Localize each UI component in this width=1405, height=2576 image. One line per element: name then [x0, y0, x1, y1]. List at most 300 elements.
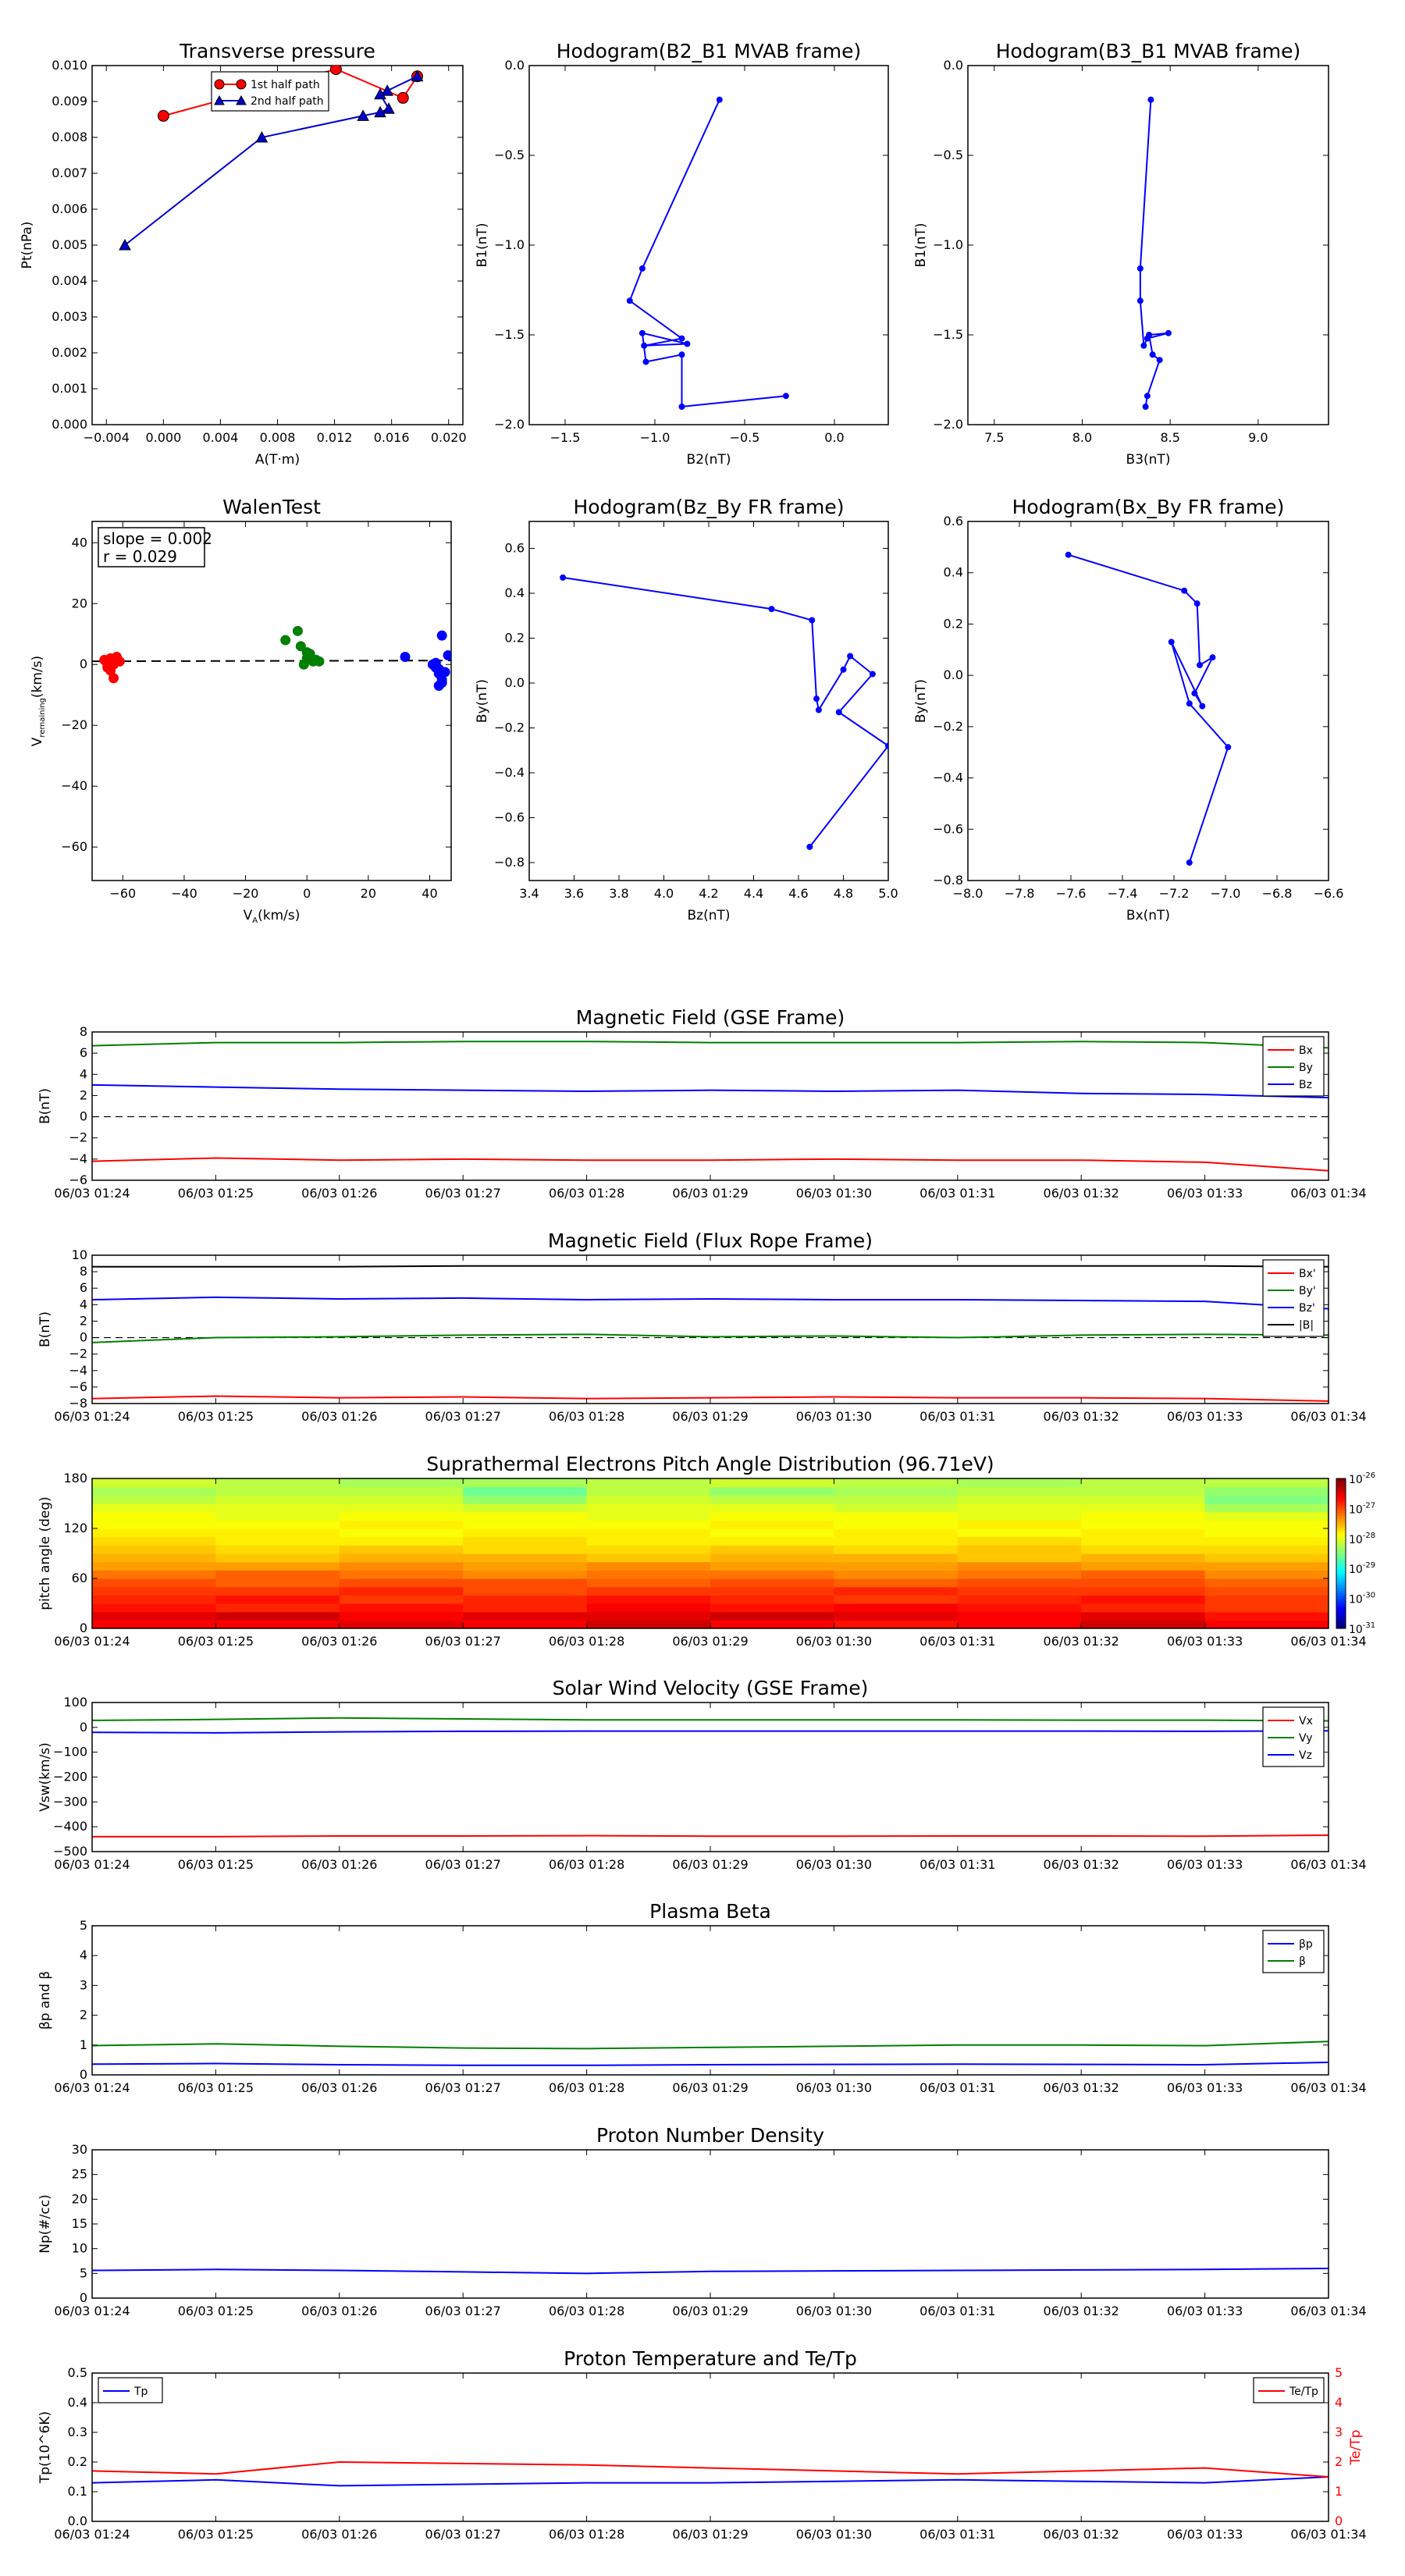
pt-ytick-label: 0.006 [52, 201, 87, 216]
pt-ytick-label: 0.003 [52, 309, 87, 324]
pt-legend [212, 72, 329, 111]
pad-cell [1081, 1545, 1205, 1553]
pad-cell [463, 1587, 587, 1596]
vsw-series-line-2 [92, 1731, 1329, 1733]
pad-cell [215, 1545, 340, 1553]
pad-cell [834, 1620, 958, 1628]
pad-colorbar-label [1349, 1532, 1375, 1546]
pt-axes [20, 40, 467, 468]
pad-cell [215, 1603, 340, 1612]
pt-ytick-label: 0.005 [52, 237, 87, 252]
vsw-panel [37, 1677, 1367, 1872]
pad-cell [834, 1528, 958, 1537]
pad-xtick-label: 06/03 01:27 [425, 1634, 501, 1649]
pad-cell [215, 1578, 340, 1587]
colorbar-exponent: -27 [1362, 1501, 1376, 1510]
pad-colorbar-label [1349, 1501, 1375, 1516]
hodo3-xlabel: Bz(nT) [687, 908, 731, 923]
mag_fr-ytick-label: −8 [69, 1396, 87, 1411]
walen-ytick-label: −40 [61, 778, 87, 794]
vsw-ytick-label: −500 [53, 1844, 87, 1859]
pad-cell [1081, 1495, 1205, 1503]
pt-xtick-label: −0.004 [83, 430, 130, 445]
tp-left-legend-label: Tp [134, 2386, 148, 2398]
pad-cell [1081, 1578, 1205, 1587]
pad-cell [1205, 1612, 1329, 1621]
hodo1-xlabel: B2(nT) [686, 452, 731, 468]
walen-ytick-label: −20 [61, 717, 87, 733]
hodo1-point-s0 [643, 359, 649, 365]
colorbar-base: 10 [1349, 1624, 1363, 1636]
xlabel-unit: (km/s) [258, 908, 301, 923]
tp-xtick-label: 06/03 01:27 [425, 2527, 501, 2542]
hodo3-xtick-label: 3.4 [519, 886, 539, 901]
hodo3-xtick-label: 4.6 [788, 886, 809, 901]
hodo4-xtick-label: −7.2 [1158, 886, 1190, 901]
mag_fr-panel [37, 1229, 1367, 1424]
pad-cell [215, 1520, 340, 1528]
pad-colorbar-label [1349, 1561, 1375, 1576]
beta-series-line-0 [92, 2062, 1329, 2065]
mag_gse-xtick-label: 06/03 01:30 [795, 1186, 873, 1201]
hodo2-xtick-label: 9.0 [1248, 430, 1268, 445]
hodo2-title: Hodogram(B3_B1 MVAB frame) [995, 40, 1301, 62]
hodo3-ytick-label: 0.2 [504, 630, 525, 646]
vsw-xtick-label: 06/03 01:28 [548, 1857, 625, 1872]
pad-cell [463, 1512, 587, 1521]
pad-cell [340, 1512, 464, 1521]
tp-plot-area [92, 2462, 1329, 2485]
hodo1-point-s0 [783, 393, 788, 399]
pad-cell [92, 1478, 216, 1487]
walen-point-s1 [315, 656, 324, 666]
pad-cell [587, 1553, 711, 1562]
hodo3-axes [475, 496, 898, 923]
walen-xtick-label: −40 [171, 886, 197, 901]
hodo2-ytick-label: −0.5 [933, 148, 963, 162]
hodo1-frame [529, 66, 888, 425]
pad-cell [340, 1620, 464, 1628]
pt-xtick-label: 0.008 [259, 430, 296, 445]
pad-cell [1205, 1562, 1329, 1571]
hodo3-point-s0 [807, 844, 813, 849]
beta-xtick-label: 06/03 01:33 [1166, 2080, 1243, 2095]
np-xtick-label: 06/03 01:32 [1043, 2304, 1119, 2318]
hodo1-ytick-label: 0.0 [504, 58, 525, 73]
pad-cell [92, 1553, 216, 1562]
pad-cell [340, 1487, 464, 1496]
vsw-xtick-label: 06/03 01:25 [177, 1857, 254, 1872]
beta-xtick-label: 06/03 01:34 [1290, 2080, 1367, 2095]
vsw-ytick-label: −100 [53, 1744, 87, 1759]
walen-ytick-label: 40 [71, 535, 87, 550]
hodo4-ytick-label: 0.2 [943, 616, 963, 632]
mag_gse-ytick-label: 2 [79, 1087, 87, 1103]
hodo4-point-s0 [1194, 601, 1200, 607]
mag_gse-xtick-label: 06/03 01:33 [1166, 1186, 1243, 1201]
pad-cell [1205, 1545, 1329, 1553]
mag_gse-xtick-label: 06/03 01:27 [425, 1186, 501, 1201]
vsw-xtick-label: 06/03 01:27 [425, 1857, 501, 1872]
hodo3-point-s0 [886, 743, 891, 749]
mag_fr-ytick-label: 6 [79, 1280, 87, 1296]
hodo3-point-s0 [769, 607, 774, 612]
hodo4-xtick-label: −7.6 [1055, 886, 1087, 901]
hodo1-ylabel: B1(nT) [475, 222, 490, 268]
tp-ylabel: Tp(10^6K) [37, 2411, 53, 2484]
hodo3-ytick-label: −0.6 [494, 809, 525, 825]
pad-cell [1205, 1520, 1329, 1528]
np-ytick-label: 20 [71, 2191, 87, 2207]
mag_fr-plot-area [92, 1266, 1329, 1401]
pad-cell [710, 1612, 834, 1621]
pad-cell [1081, 1562, 1205, 1571]
mag_fr-ytick-label: 4 [79, 1297, 87, 1312]
hodo4-ylabel: By(nT) [913, 678, 929, 724]
pad-cell [215, 1503, 340, 1512]
pad-cell [92, 1545, 216, 1553]
pad-cell [710, 1570, 834, 1578]
hodo1-point-s0 [639, 330, 645, 336]
hodo3-ytick-label: 0.6 [504, 540, 525, 556]
pt-point-s0 [158, 110, 169, 121]
hodo2-series-line-0 [1140, 100, 1168, 407]
hodo1-ytick-label: −0.5 [494, 148, 525, 162]
mag_gse-xtick-label: 06/03 01:29 [672, 1186, 749, 1201]
hodo3-plot-area [560, 575, 891, 849]
pad-cell [834, 1537, 958, 1546]
pad-cell [215, 1478, 340, 1487]
pad-cell [834, 1587, 958, 1596]
hodo1-ytick-label: −1.0 [494, 237, 525, 252]
pt-ytick-label: 0.002 [52, 345, 87, 360]
hodo4-xtick-label: −7.0 [1210, 886, 1241, 901]
np-ytick-label: 10 [71, 2240, 87, 2256]
mag_gse-ylabel: B(nT) [37, 1087, 53, 1125]
pad-cell [1081, 1612, 1205, 1621]
hodo4-point-s0 [1168, 639, 1174, 645]
beta-ylabel: βp and β [37, 1970, 53, 2030]
hodo3-ytick-label: −0.4 [494, 765, 525, 780]
pad-cell [587, 1578, 711, 1587]
pad-cell [834, 1595, 958, 1603]
hodo3-title: Hodogram(Bz_By FR frame) [573, 496, 845, 518]
beta-legend-box [1263, 1930, 1324, 1973]
vsw-xtick-label: 06/03 01:31 [919, 1857, 996, 1872]
walen-xtick-label: 40 [422, 886, 438, 901]
pad-cell [587, 1520, 711, 1528]
mag_gse-legend [1263, 1037, 1324, 1096]
walen-point-s2 [434, 664, 443, 674]
hodo2-plot-area [1137, 97, 1171, 409]
beta-xtick-label: 06/03 01:25 [177, 2080, 254, 2095]
tp-ytick-label: 0.2 [67, 2454, 87, 2469]
hodo4-title: Hodogram(Bx_By FR frame) [1012, 496, 1285, 518]
pad-cell [463, 1578, 587, 1587]
pad-cell [92, 1512, 216, 1521]
pt-ytick-label: 0.010 [52, 58, 87, 73]
tp-left-legend [98, 2378, 162, 2403]
beta-ytick-label: 1 [79, 2037, 87, 2052]
pad-cell [1081, 1487, 1205, 1496]
mag_fr-legend [1263, 1260, 1324, 1336]
tp-ytick-right-label: 3 [1335, 2425, 1343, 2439]
pad-cell [587, 1620, 711, 1628]
hodo2-point-s0 [1157, 358, 1162, 363]
pad-cell [958, 1528, 1082, 1537]
pad-cell [92, 1537, 216, 1546]
pad-cell [1205, 1503, 1329, 1512]
mag_gse-legend-label: Bx [1299, 1044, 1313, 1057]
hodo1-ytick-label: −2.0 [494, 417, 525, 432]
pt-title: Transverse pressure [180, 40, 375, 62]
pad-cell [834, 1520, 958, 1528]
np-ytick-label: 25 [71, 2166, 87, 2182]
hodo1-xtick-label: −1.0 [639, 430, 670, 445]
pad-cell [834, 1487, 958, 1496]
pad-cell [1081, 1478, 1205, 1487]
pad-cell [1081, 1553, 1205, 1562]
pad-cell [710, 1553, 834, 1562]
hodo2-ytick-label: −1.5 [933, 327, 963, 342]
np-panel [37, 2124, 1367, 2318]
pad-cell [958, 1587, 1082, 1596]
beta-xtick-label: 06/03 01:26 [301, 2080, 378, 2095]
walen-r-text: r = 0.029 [103, 547, 177, 566]
hodo4-xlabel: Bx(nT) [1126, 908, 1171, 923]
hodo2-point-s0 [1150, 352, 1155, 358]
hodo4-frame [968, 521, 1329, 881]
colorbar-base: 10 [1349, 1533, 1363, 1546]
hodo3-ytick-label: 0.4 [504, 585, 525, 600]
walen-xtick-label: 0 [303, 886, 311, 901]
walen-point-s2 [437, 678, 446, 688]
vsw-legend-label: Vx [1299, 1715, 1313, 1727]
hodo3-point-s0 [816, 707, 821, 713]
tp-panel [37, 2347, 1367, 2542]
hodo2-xtick-label: 8.5 [1160, 430, 1180, 445]
pad-cell [463, 1528, 587, 1537]
hodo2-point-s0 [1137, 298, 1143, 304]
pad-cell [587, 1595, 711, 1603]
pt-legend-marker [215, 80, 224, 89]
pt-xtick-label: 0.000 [145, 430, 182, 445]
hodo1-title: Hodogram(B2_B1 MVAB frame) [556, 40, 862, 62]
hodo4-xtick-label: −8.0 [952, 886, 984, 901]
hodo2-ylabel: B1(nT) [913, 222, 929, 268]
mag_gse-xtick-label: 06/03 01:32 [1043, 1186, 1119, 1201]
vsw-series-line-1 [92, 1718, 1329, 1721]
np-xtick-label: 06/03 01:27 [425, 2304, 501, 2318]
vsw-ytick-label: −400 [53, 1819, 87, 1834]
pad-cell [92, 1620, 216, 1628]
pad-cell [1205, 1578, 1329, 1587]
pad-cell [834, 1578, 958, 1587]
pt-xtick-label: 0.016 [373, 430, 410, 445]
pt-ytick-label: 0.000 [52, 417, 87, 432]
vsw-frame [92, 1703, 1329, 1852]
pad-cell [587, 1570, 711, 1578]
hodo1-point-s0 [679, 336, 685, 341]
pad-cell [958, 1595, 1082, 1603]
np-ytick-label: 0 [79, 2290, 87, 2305]
tp-ytick-right-label: 1 [1335, 2484, 1343, 2499]
pad-cell [958, 1478, 1082, 1487]
pad-ytick-label: 120 [63, 1521, 87, 1535]
hodo4-point-s0 [1186, 701, 1192, 706]
tp-xtick-label: 06/03 01:29 [672, 2527, 749, 2542]
pad-cell [587, 1528, 711, 1537]
hodo2-ytick-label: 0.0 [943, 58, 963, 73]
pad-cell [587, 1545, 711, 1553]
colorbar-base: 10 [1349, 1474, 1363, 1486]
pt-point-s1 [383, 103, 394, 113]
ylabel-sub: remaining [38, 698, 47, 738]
hodo1-point-s0 [679, 352, 685, 358]
pad-cell [710, 1495, 834, 1503]
pad-cell [340, 1495, 464, 1503]
hodo2-point-s0 [1147, 333, 1152, 338]
pad-cell [710, 1503, 834, 1512]
tp-ytick-right-label: 5 [1335, 2365, 1343, 2380]
pad-cell [1081, 1587, 1205, 1596]
tp-xtick-label: 06/03 01:31 [919, 2527, 996, 2542]
hodo4-series-line-0 [1069, 555, 1229, 863]
xlabel-base: V [243, 908, 253, 923]
hodo3-xtick-label: 3.8 [609, 886, 629, 901]
pad-cell [710, 1512, 834, 1521]
pad-cell [463, 1620, 587, 1628]
beta-xtick-label: 06/03 01:32 [1043, 2080, 1119, 2095]
pad-cell [710, 1603, 834, 1612]
hodo2-point-s0 [1144, 393, 1150, 399]
pad-cell [215, 1620, 340, 1628]
pad-cell [463, 1520, 587, 1528]
mag_gse-series-line-2 [92, 1085, 1329, 1098]
pad-cell [92, 1503, 216, 1512]
hodo1-xtick-label: 0.0 [824, 430, 845, 445]
vsw-title: Solar Wind Velocity (GSE Frame) [552, 1677, 869, 1699]
pad-cell [92, 1578, 216, 1587]
walen-annotation [98, 528, 212, 567]
pad-cell [834, 1570, 958, 1578]
mag_gse-xtick-label: 06/03 01:26 [301, 1186, 378, 1201]
pad-cell [710, 1545, 834, 1553]
colorbar-exponent: -30 [1362, 1591, 1376, 1600]
hodo1-axes [475, 40, 888, 468]
walen-xlabel [244, 908, 301, 925]
hodo4-axes [913, 496, 1343, 923]
pad-cell [587, 1537, 711, 1546]
mag_fr-xtick-label: 06/03 01:30 [795, 1409, 873, 1424]
pad-cell [1205, 1487, 1329, 1496]
np-xtick-label: 06/03 01:29 [672, 2304, 749, 2318]
ylabel-unit: (km/s) [30, 655, 45, 699]
pad-cell [1205, 1570, 1329, 1578]
pad-cell [340, 1587, 464, 1596]
mag_fr-xtick-label: 06/03 01:31 [919, 1409, 996, 1424]
pad-ytick-label: 0 [79, 1621, 87, 1635]
np-xtick-label: 06/03 01:26 [301, 2304, 378, 2318]
pad-cell [587, 1562, 711, 1571]
mag_gse-xtick-label: 06/03 01:25 [177, 1186, 254, 1201]
pad-cell [463, 1503, 587, 1512]
vsw-series-line-0 [92, 1835, 1329, 1837]
pad-cell [1205, 1620, 1329, 1628]
pad-xtick-label: 06/03 01:30 [795, 1634, 873, 1649]
pad-cell [834, 1603, 958, 1612]
hodo3-xtick-label: 5.0 [878, 886, 898, 901]
mag_fr-ytick-label: 10 [71, 1247, 87, 1262]
pt-ytick-label: 0.009 [52, 94, 87, 109]
hodo3-point-s0 [836, 710, 841, 715]
pad-cell [587, 1612, 711, 1621]
pad-cell [1205, 1595, 1329, 1603]
pad-cell [215, 1495, 340, 1503]
walen-slope-text: slope = 0.002 [103, 529, 212, 548]
mag_fr-ytick-label: −6 [69, 1379, 87, 1394]
hodo4-xtick-label: −6.8 [1261, 886, 1293, 901]
np-frame [92, 2150, 1329, 2298]
walen-point-s2 [400, 652, 410, 661]
pad-cell [587, 1503, 711, 1512]
ylabel-base: V [30, 737, 45, 747]
hodo3-xtick-label: 4.4 [743, 886, 764, 901]
tp-ytick-label: 0.5 [67, 2365, 87, 2380]
colorbar-exponent: -26 [1362, 1471, 1376, 1480]
tp-right-legend-label: Te/Tp [1289, 2386, 1318, 2398]
hodo1-xtick-label: −0.5 [729, 430, 760, 445]
beta-title: Plasma Beta [649, 1900, 771, 1923]
pad-cell [92, 1612, 216, 1621]
vsw-ytick-label: −200 [53, 1769, 87, 1784]
hodo3-point-s0 [841, 667, 846, 672]
np-plot-area [92, 2268, 1329, 2273]
hodo3-ytick-label: 0.0 [504, 675, 525, 690]
tp-xtick-label: 06/03 01:24 [54, 2527, 130, 2542]
colorbar-base: 10 [1349, 1564, 1363, 1577]
tp-xtick-label: 06/03 01:33 [1166, 2527, 1243, 2542]
pad-cell [834, 1545, 958, 1553]
vsw-ytick-label: 0 [79, 1719, 87, 1735]
beta-plot-area [92, 2041, 1329, 2065]
pad-cell [834, 1512, 958, 1521]
pad-cell [710, 1478, 834, 1487]
hodo4-xtick-label: −7.8 [1004, 886, 1035, 901]
pad-cell [710, 1578, 834, 1587]
pad-cell [215, 1487, 340, 1496]
np-title: Proton Number Density [596, 2124, 824, 2147]
beta-legend [1263, 1930, 1324, 1973]
pad-cell [215, 1595, 340, 1603]
mag_gse-xtick-label: 06/03 01:28 [548, 1186, 625, 1201]
pad-cell [958, 1545, 1082, 1553]
beta-xtick-label: 06/03 01:28 [548, 2080, 625, 2095]
pad-cell [1205, 1478, 1329, 1487]
colorbar-base: 10 [1349, 1593, 1363, 1606]
mag_fr-ytick-label: −2 [69, 1346, 87, 1361]
tp-frame [92, 2373, 1329, 2521]
np-ytick-label: 30 [71, 2142, 87, 2157]
walen-frame [92, 521, 451, 881]
hodo1-point-s0 [642, 343, 647, 348]
mag_gse-legend-label: Bz [1299, 1079, 1312, 1091]
pad-cell [710, 1562, 834, 1571]
np-series-line-0 [92, 2268, 1329, 2273]
pad-title: Suprathermal Electrons Pitch Angle Distribution (96.71eV) [426, 1453, 994, 1475]
colorbar-base: 10 [1349, 1503, 1363, 1517]
pad-cell [92, 1520, 216, 1528]
